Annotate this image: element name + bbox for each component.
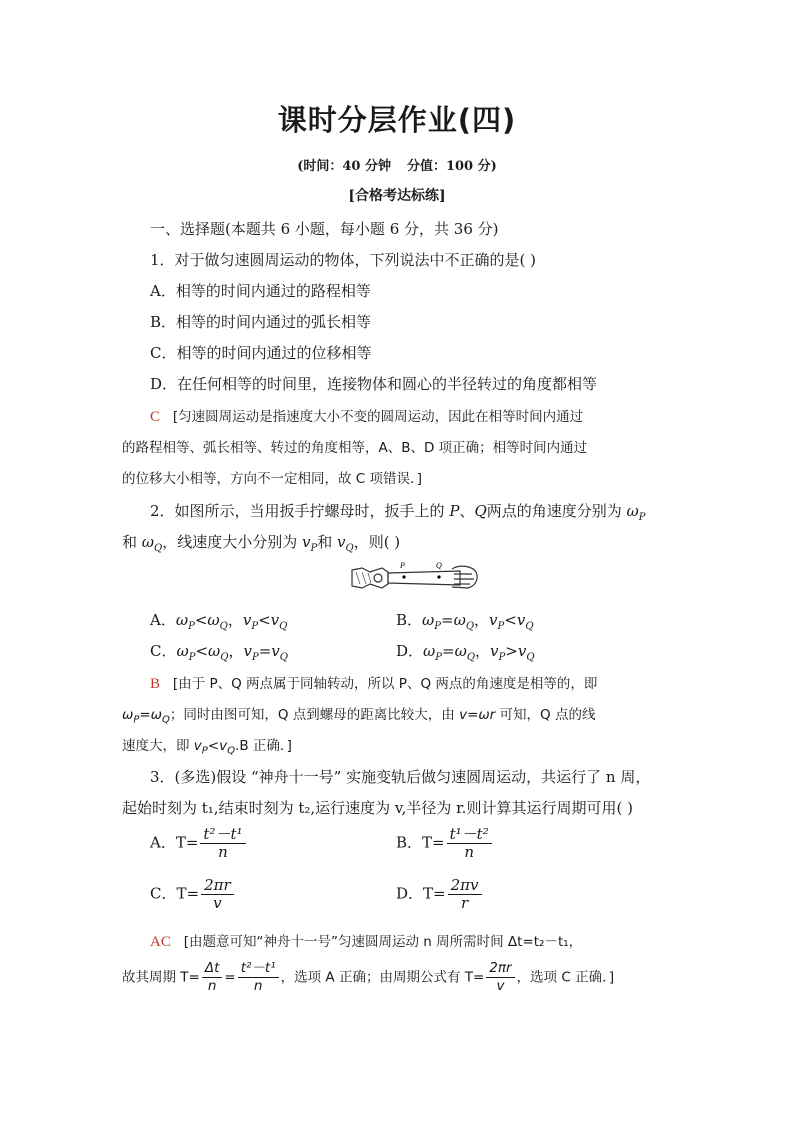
- page-title: 课时分层作业(四): [277, 103, 517, 137]
- time-limit: (时间：40 分钟: [297, 159, 391, 174]
- question-3-option-b: [396, 826, 494, 861]
- option-c-fraction: [201, 877, 234, 912]
- question-3-stem-line-1: 3．(多选)假设 “神舟十一号” 实施变轨后做匀速圆周运动，共运行了 n 周，: [150, 768, 651, 786]
- question-3-explanation-text: [由题意可知“神舟十一号”匀速圆周运动 n 周所需时间 Δt=t₂－t₁，: [183, 934, 583, 950]
- question-1-explanation-line-2: 的路程相等、弧长相等、转过的角度相等，A、B、D 项正确；相等时间内通过: [122, 440, 588, 456]
- question-2-explanation-text-2: ；同时由图可知，Q 点到螺母的距离比较大，由: [169, 707, 460, 723]
- explanation-fraction-1: [202, 960, 223, 995]
- option-c-numerator: 2πr: [201, 877, 234, 895]
- question-2-option-b: B．$\omega_P=\omega_Q$，$v_P<v_Q$: [396, 611, 534, 632]
- question-2-stem-text: 2．如图所示，当用扳手拧螺母时，扳手上的: [150, 502, 450, 520]
- question-1-option-c: C．相等的时间内通过的位移相等: [150, 344, 372, 362]
- question-2-stem-line-1: 2．如图所示，当用扳手拧螺母时，扳手上的 P、Q两点的角速度分别为 $\omega_P$: [150, 502, 646, 523]
- question-2-answer: B: [150, 676, 161, 692]
- option-d-label: D．T=: [396, 884, 446, 903]
- option-a-label: A．T=: [150, 833, 199, 852]
- question-2-explanation-line-2: $\omega_P=\omega_Q$；同时由图可知，Q 点到螺母的距离比较大，由 v=ωr 可知，Q 点的线: [122, 707, 596, 726]
- question-2-stem-text-6: ，则( ): [353, 533, 401, 551]
- wrench-jaw-shape: [352, 568, 388, 588]
- option-c-denominator: v: [213, 894, 222, 912]
- question-2-stem-text-3: 和: [122, 533, 142, 551]
- wrench-figure: [348, 560, 480, 594]
- fraction-1-numerator: Δt: [202, 960, 223, 978]
- question-1-answer: C: [150, 409, 161, 425]
- explanation-fraction-3: [486, 960, 514, 995]
- section-heading: [合格考达标练]: [348, 188, 446, 204]
- question-2-stem-line-2: 和 $\omega_Q$，线速度大小分别为 $v_P$和 $v_Q$，则( ): [122, 533, 401, 554]
- question-2-explanation-text-5: B 正确．]: [239, 738, 292, 754]
- option-c-label: C．T=: [150, 884, 200, 903]
- question-2-option-d: D．$\omega_P=\omega_Q$，$v_P>v_Q$: [396, 642, 535, 663]
- question-3-explanation-line-1: [150, 930, 582, 951]
- fraction-2-numerator: t²－t¹: [238, 960, 279, 978]
- question-2-stem-text-2: 两点的角速度分别为: [486, 502, 627, 520]
- question-1-explanation-text: [匀速圆周运动是指速度大小不变的圆周运动，因此在相等时间内通过: [172, 409, 584, 425]
- question-1-explanation-line-1: [150, 405, 583, 426]
- question-2-explanation-text-3: 可知，Q 点的线: [495, 707, 596, 723]
- option-b-label: B．T=: [396, 833, 445, 852]
- question-3-option-d: [396, 877, 484, 912]
- nut-shape: [374, 574, 382, 582]
- question-3-option-c: [150, 877, 236, 912]
- question-1-explanation-line-3: 的位移大小相等，方向不一定相同，故 C 项错误．]: [122, 471, 423, 487]
- jaw-hatch-2: [362, 572, 366, 584]
- option-d-fraction: [448, 877, 482, 912]
- question-2-option-a: A．$\omega_P<\omega_Q$，$v_P<v_Q$: [150, 611, 288, 632]
- fraction-3-denominator: v: [496, 978, 505, 994]
- option-a-denominator: n: [218, 843, 228, 861]
- question-2-explanation-line-3: 速度大，即 $v_P<v_Q.B$ 正确．]: [122, 738, 292, 757]
- question-3-option-a: [150, 826, 248, 861]
- question-1-option-b: B．相等的时间内通过的弧长相等: [150, 313, 372, 331]
- question-3-explanation-text-4: ，选项 C 正确．]: [516, 969, 615, 986]
- score-total: 分值：100 分): [406, 159, 497, 174]
- question-1-stem: 1．对于做匀速圆周运动的物体，下列说法中不正确的是( ): [150, 251, 537, 269]
- option-b-numerator: t¹－t²: [447, 826, 492, 844]
- option-a-numerator: t²－t¹: [200, 826, 245, 844]
- point-p-marker: [402, 575, 405, 578]
- jaw-hatch-3: [368, 573, 371, 583]
- question-2-explanation-text: [由于 P、Q 两点属于同轴转动，所以 P、Q 两点的角速度是相等的，即: [172, 676, 598, 692]
- question-2-stem-text-5: 和: [317, 533, 337, 551]
- question-2-stem-text-4: ，线速度大小分别为: [162, 533, 302, 551]
- wrench-handle-shape: [388, 571, 460, 585]
- option-b-denominator: n: [464, 843, 474, 861]
- question-1-option-a: A．相等的时间内通过的路程相等: [150, 282, 371, 300]
- question-2-explanation-text-4: 速度大，即: [122, 738, 194, 754]
- part-heading: 一、选择题(本题共 6 小题，每小题 6 分，共 36 分): [150, 220, 499, 238]
- point-p-label: P: [400, 561, 405, 570]
- question-3-answer: AC: [150, 934, 171, 950]
- option-d-numerator: 2πv: [448, 877, 482, 895]
- question-3-explanation-text-2: 故其周期 T=: [122, 969, 200, 986]
- point-q-label: Q: [436, 561, 442, 570]
- option-d-denominator: r: [460, 894, 469, 912]
- explanation-fraction-2: [238, 960, 279, 995]
- question-1-option-d: D．在任何相等的时间里，连接物体和圆心的半径转过的角度都相等: [150, 375, 598, 393]
- fraction-1-denominator: n: [207, 978, 217, 994]
- jaw-hatch-1: [356, 572, 360, 584]
- fraction-3-numerator: 2πr: [486, 960, 514, 978]
- option-a-fraction: [200, 826, 245, 861]
- question-2-explanation-line-1: [150, 672, 597, 693]
- option-b-fraction: [447, 826, 492, 861]
- question-3-explanation-line-2: 故其周期 T= $\frac{\Delta t}{n}$ = $\frac{\text{t²－t¹}}{n}$ ，选项 A 正确；由周期公式有 T= $\frac{2\pi r}{v}$ ，选项 C 正确．]: [122, 960, 615, 994]
- question-3-stem-line-2: 起始时刻为 t₁,结束时刻为 t₂,运行速度为 v,半径为 r.则计算其运行周期可用( ): [122, 799, 633, 817]
- question-2-option-c: C．$\omega_P<\omega_Q$，$v_P=v_Q$: [150, 642, 288, 663]
- question-3-explanation-text-3: ，选项 A 正确；由周期公式有 T=: [280, 969, 485, 986]
- time-score-info: [0, 155, 794, 174]
- point-q-marker: [437, 575, 440, 578]
- fraction-2-denominator: n: [253, 978, 263, 994]
